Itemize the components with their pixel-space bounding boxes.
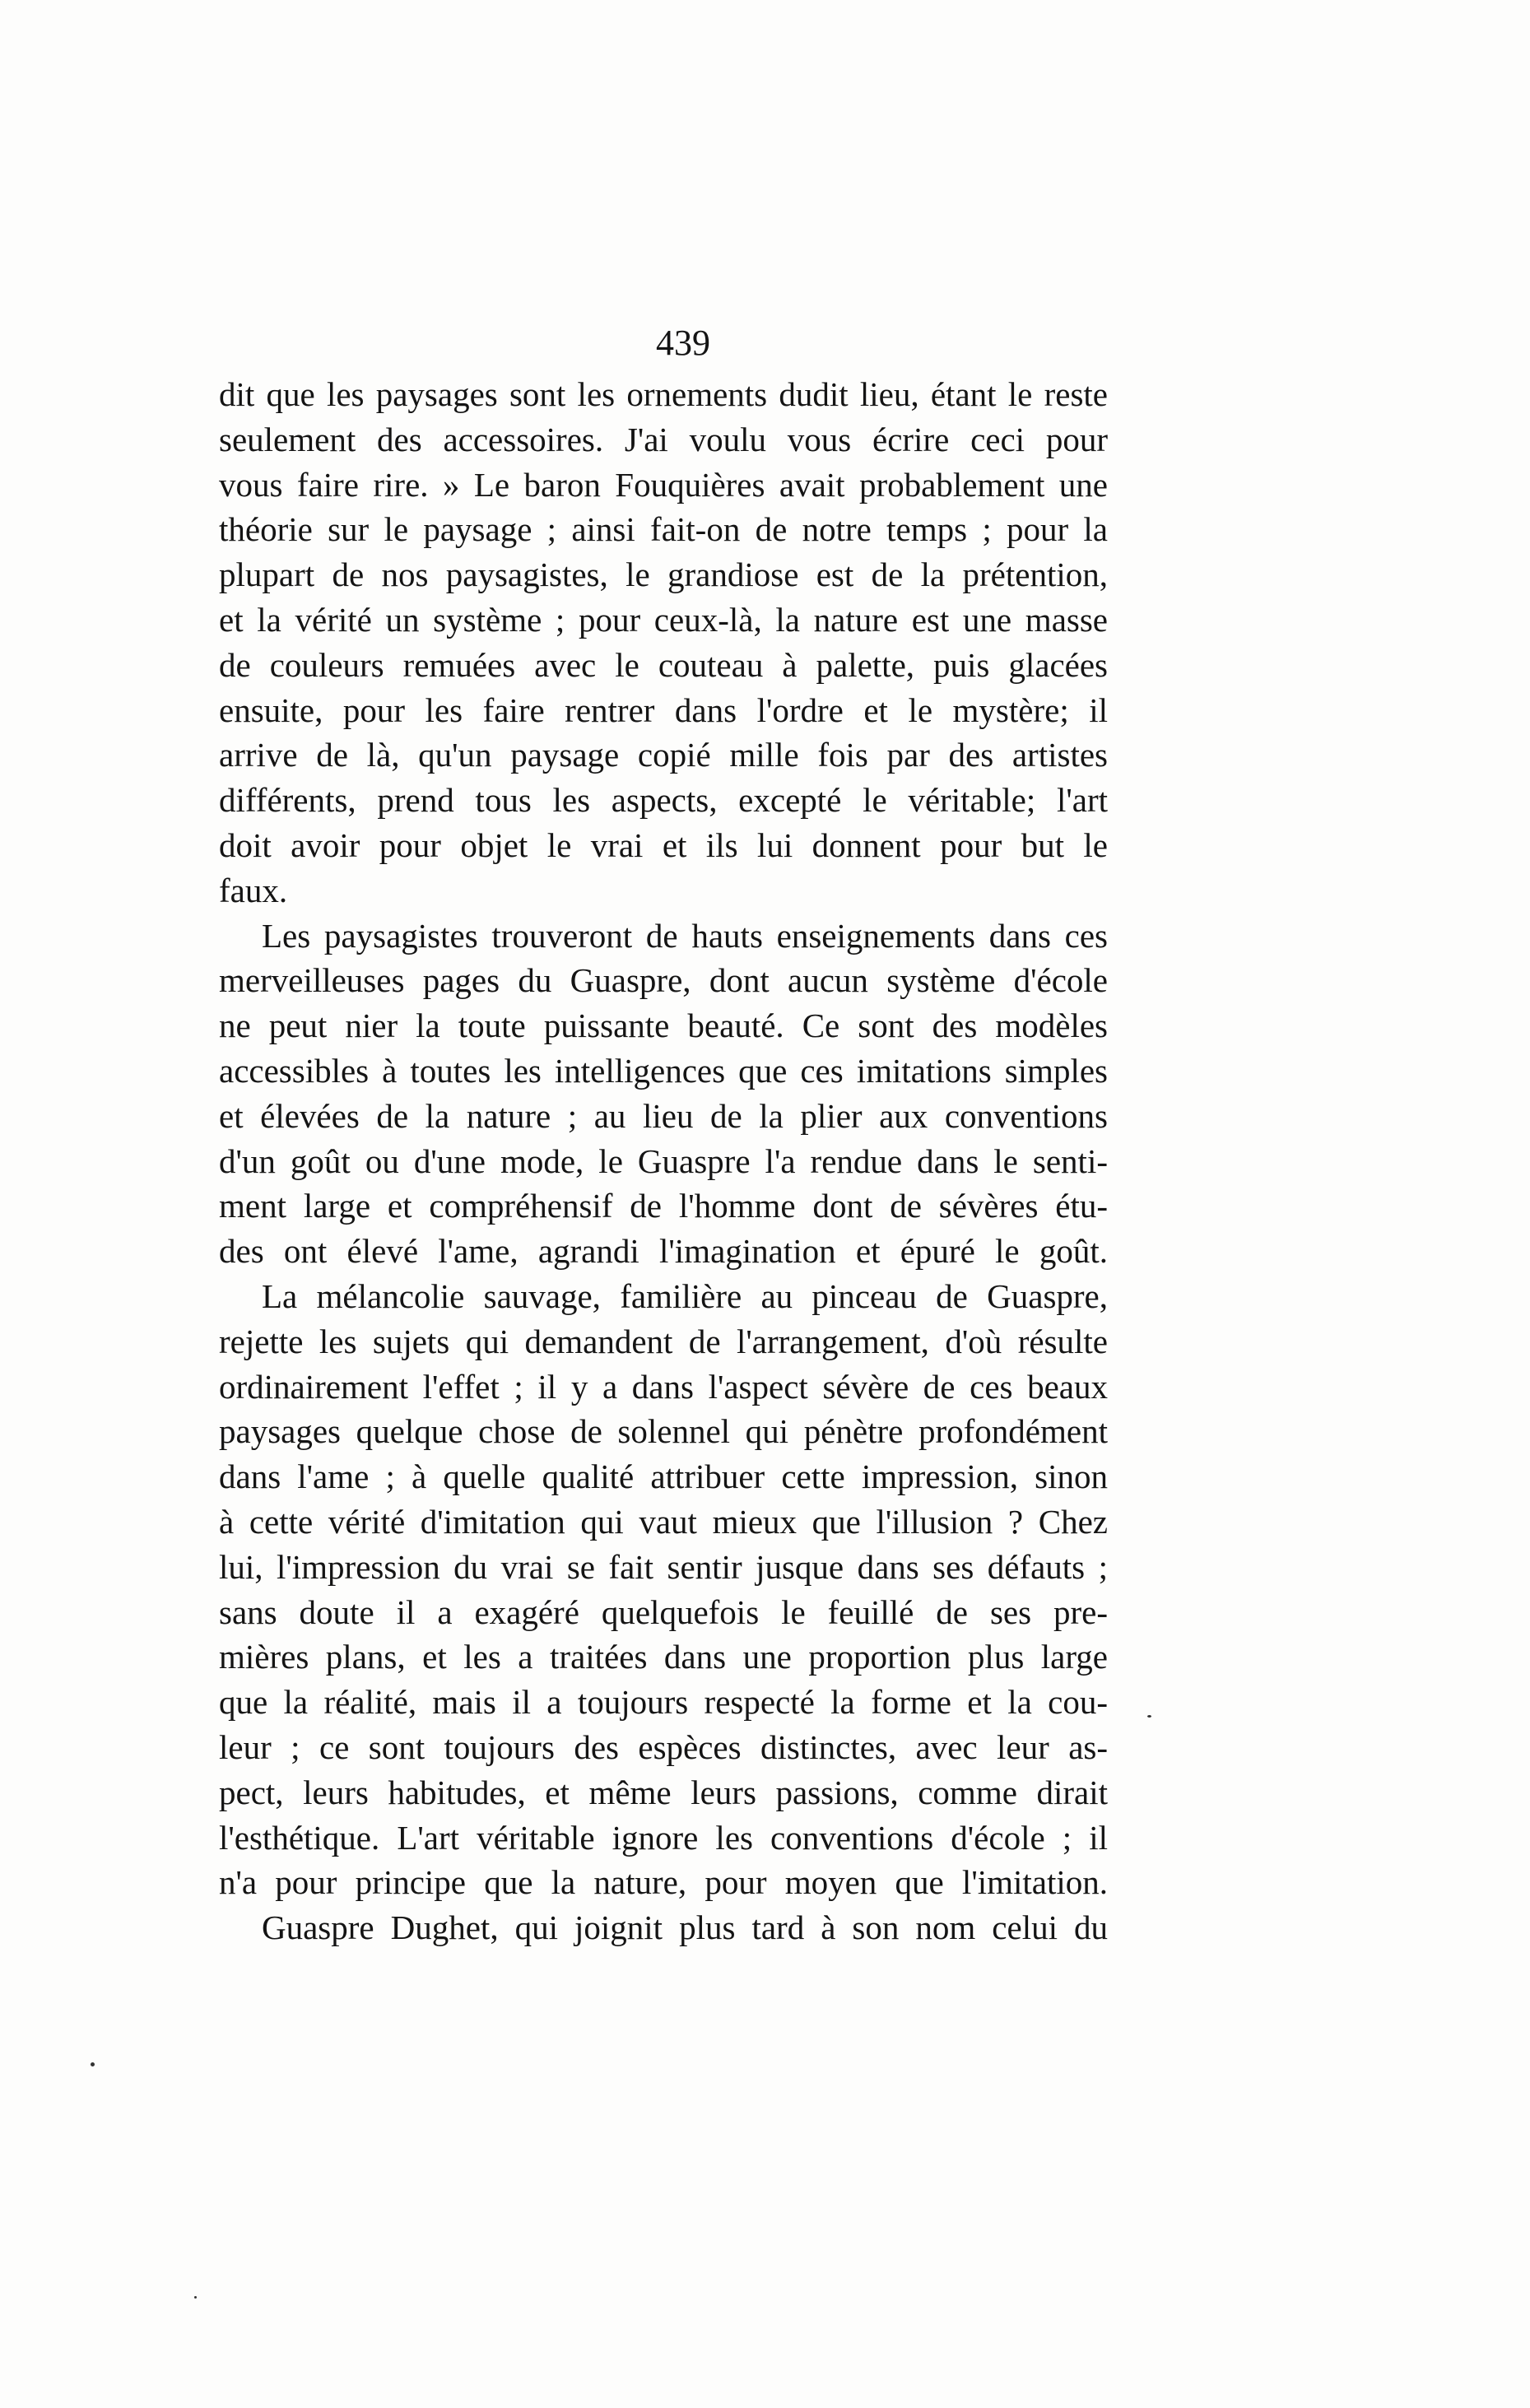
- text-line: ensuite, pour les faire rentrer dans l'ordre et le mystère; il: [219, 690, 1108, 729]
- text-line: de couleurs remuées avec le couteau à palette, puis glacées: [219, 645, 1108, 684]
- text-line: l'esthétique. L'art véritable ignore les conventions d'école ; il: [219, 1818, 1108, 1857]
- text-line: ment large et compréhensif de l'homme dont de sévères étu-: [219, 1187, 1108, 1225]
- body-text: [219, 372, 1108, 1950]
- text-line: La mélancolie sauvage, familière au pinceau de Guaspre,: [262, 1276, 1108, 1315]
- scan-speck: [194, 2296, 197, 2299]
- text-line: n'a pour principe que la nature, pour moyen que l'imitation.: [219, 1863, 1108, 1902]
- text-line: vous faire rire. » Le baron Fouquières avait probablement une: [219, 465, 1108, 504]
- text-line: dit que les paysages sont les ornements dudit lieu, étant le reste: [219, 375, 1108, 413]
- text-line: ne peut nier la toute puissante beauté. Ce sont des modèles: [219, 1006, 1108, 1045]
- text-line: ordinairement l'effet ; il y a dans l'aspect sévère de ces beaux: [219, 1367, 1108, 1406]
- text-line: leur ; ce sont toujours des espèces distinctes, avec leur as-: [219, 1727, 1108, 1766]
- text-line: Guaspre Dughet, qui joignit plus tard à son nom celui du: [262, 1908, 1108, 1947]
- text-line: pect, leurs habitudes, et même leurs passions, comme dirait: [219, 1773, 1108, 1811]
- text-line: différents, prend tous les aspects, excepté le véritable; l'art: [219, 781, 1108, 820]
- text-line: à cette vérité d'imitation qui vaut mieux que l'illusion ? Chez: [219, 1502, 1108, 1541]
- text-line: des ont élevé l'ame, agrandi l'imagination et épuré le goût.: [219, 1232, 1108, 1271]
- text-line: lui, l'impression du vrai se fait sentir jusque dans ses défauts ;: [219, 1547, 1108, 1586]
- text-line: plupart de nos paysagistes, le grandiose est de la prétention,: [219, 556, 1108, 594]
- text-line: sans doute il a exagéré quelquefois le feuillé de ses pre-: [219, 1592, 1108, 1631]
- text-line: rejette les sujets qui demandent de l'arrangement, d'où résulte: [219, 1322, 1108, 1360]
- text-line: arrive de là, qu'un paysage copié mille fois par des artistes: [219, 736, 1108, 774]
- text-line: que la réalité, mais il a toujours respecté la forme et la cou-: [219, 1683, 1108, 1722]
- text-line: accessibles à toutes les intelligences que ces imitations simples: [219, 1051, 1108, 1090]
- text-line: d'un goût ou d'une mode, le Guaspre l'a rendue dans le senti-: [219, 1141, 1108, 1180]
- page-number: 439: [656, 323, 710, 363]
- text-line: doit avoir pour objet le vrai et ils lui donnent pour but le: [219, 825, 1108, 864]
- text-line: mières plans, et les a traitées dans une proportion plus large: [219, 1638, 1108, 1676]
- text-line: merveilleuses pages du Guaspre, dont aucun système d'école: [219, 961, 1108, 1000]
- text-line: paysages quelque chose de solennel qui pénètre profondément: [219, 1412, 1108, 1451]
- text-line: et élevées de la nature ; au lieu de la plier aux conventions: [219, 1096, 1108, 1135]
- text-line: seulement des accessoires. J'ai voulu vous écrire ceci pour: [219, 420, 1108, 458]
- text-line: et la vérité un système ; pour ceux-là, la nature est une masse: [219, 600, 1108, 639]
- text-line: faux.: [219, 871, 288, 909]
- scan-speck: [1147, 1715, 1151, 1718]
- text-line: Les paysagistes trouveront de hauts enseignements dans ces: [262, 916, 1108, 955]
- text-line: théorie sur le paysage ; ainsi fait-on de notre temps ; pour la: [219, 510, 1108, 549]
- scan-speck: [91, 2062, 95, 2066]
- text-line: dans l'ame ; à quelle qualité attribuer cette impression, sinon: [219, 1457, 1108, 1496]
